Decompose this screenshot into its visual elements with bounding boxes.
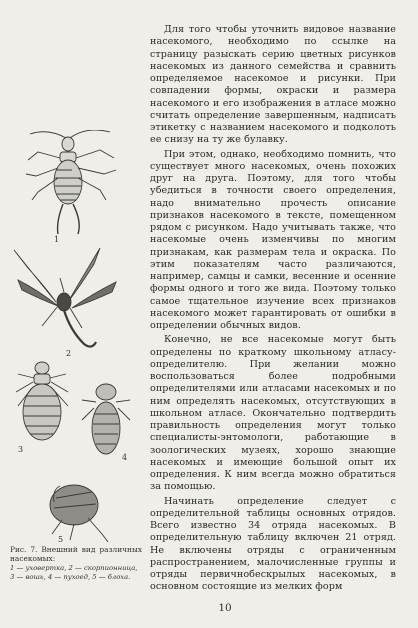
flea-drawing [50,485,108,542]
paragraph: Начинать определение следует с определительной таблицы основных отрядов. Всего известно 34 отряда насекомых. В определительную таблицу включен 21 отряд. Не включены отряды с ограниченным распространением, малочисленные группы и отряды первичнобескрылых насекомых, в основном состоящие из мелких форм [150,495,396,593]
figure-number-5: 5 [58,535,64,544]
page-number: 10 [218,602,232,614]
earwig-drawing [26,130,116,234]
figure-number-4: 4 [122,453,128,462]
text-column [150,24,396,596]
figure-number-2: 2 [66,349,72,358]
paragraph: Конечно, не все насекомые могут быть определены по краткому школьному атласу-определителю. При желании можно воспользоваться более подробными определителями или атласами насекомых и по ним определять насекомых, отсутствующих в школьном атласе. Окончательно подтвердить правильность определения могут только специалисты-энтомологи, работающие в зоологических музеях, хорошо знающие насекомых и имеющие большой опыт их определения. К ним всегда можно обратиться за помощью. [150,334,396,493]
scorpionfly-drawing [14,248,116,347]
figure-caption [10,545,142,581]
paragraph: При этом, однако, необходимо помнить, что существует много насекомых, очень похожих друг на друга. Поэтому, для того чтобы убедиться в точности своего определения, надо внимательно прочесть описание признаков насекомого в тексте, помещенном рядом с рисунком. Надо учитывать также, что насекомые очень изменчивы по многим признакам, как размерам тела и окраска. По этим показателям часто различаются, например, самцы и самки, весенние и осенние формы одного и того же вида. Поэтому только самое тщательное изучение всех признаков насекомого может гарантировать от ошибки в определении обычных видов. [150,148,396,331]
figure-number-1: 1 [54,235,60,244]
louse-drawing [16,362,68,440]
caption-legend: 1 — уховертка, 2 — скорпионница, 3 — вошь, 4 — пухоед, 5 — блоха. [10,563,138,581]
insect-illustrations [8,130,144,545]
insect-figure [8,130,144,550]
chewing-louse-drawing [82,384,130,454]
caption-title: Рис. 7. Внешний вид различных насекомых: [10,545,142,564]
paragraph: Для того чтобы уточнить видовое название насекомого, необходимо по ссылке на страницу разыскать серию цветных рисунков насекомых из данного семейства и сравнить определяемое насекомое и рисунки. При совпадении формы, окраски и размера насекомого и его изображения в атласе можно считать определение завершенным, надписать этикетку с названием насекомого и подколоть ее снизу на ту же булавку. [150,24,396,146]
figure-number-3: 3 [18,445,24,454]
